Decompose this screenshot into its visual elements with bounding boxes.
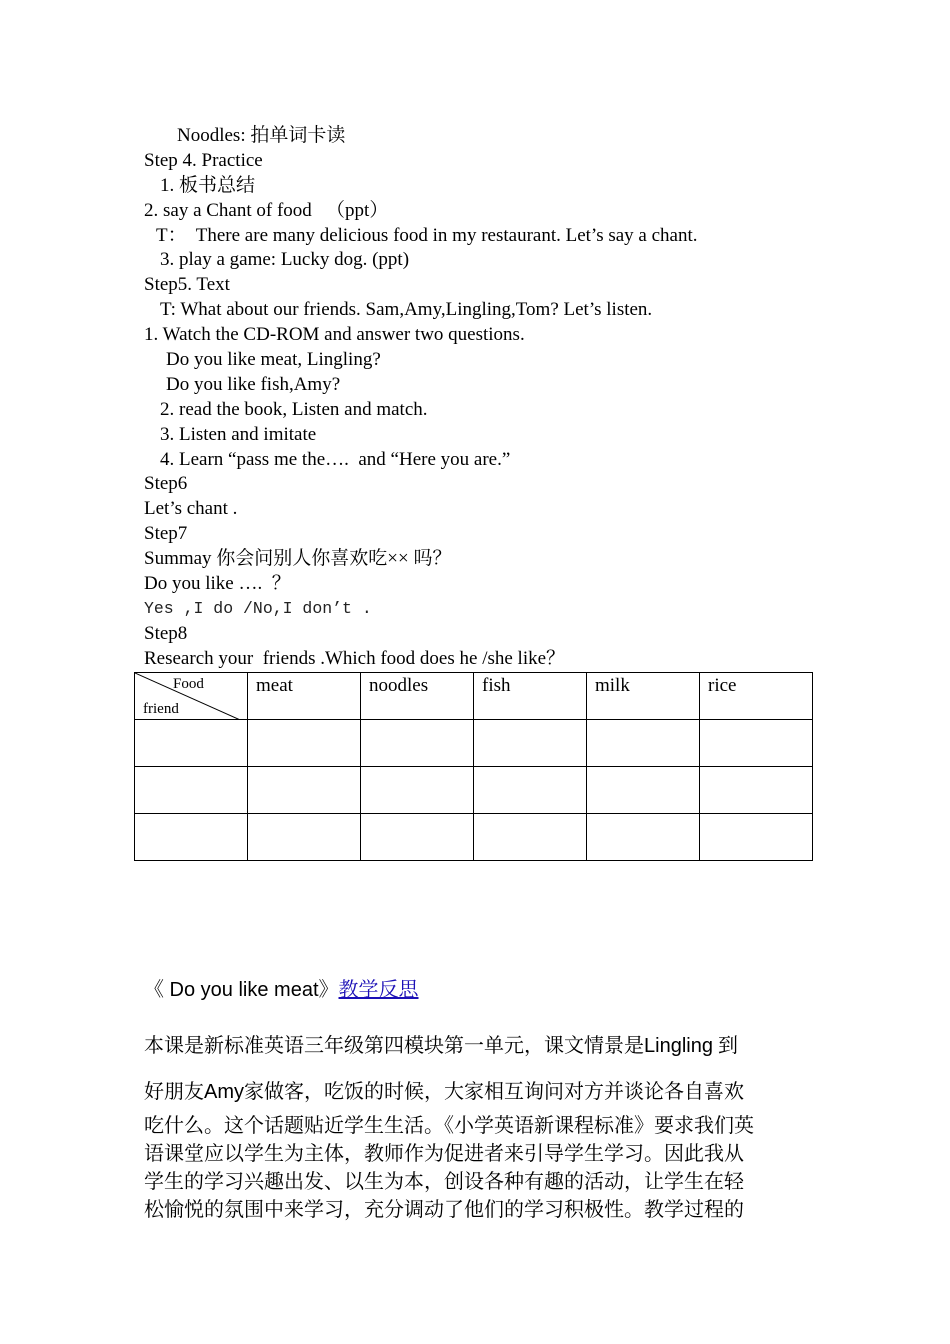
lesson-line: Do you like …. ？ [144,573,291,595]
table-cell [248,720,361,767]
reflection-title-link[interactable]: 教学反思 [338,979,419,1001]
table-corner-cell [135,673,248,720]
step-heading: Step7 [144,523,188,545]
corner-label-friend: friend [143,701,179,717]
lesson-line: 1. Watch the CD-ROM and answer two questions. [144,324,525,346]
paragraph-line: 松愉悦的氛围中来学习，充分调动了他们的学习积极性。教学过程的 [144,1199,744,1221]
step-heading: Step6 [144,473,188,495]
reflection-paragraph-2 [144,1112,810,1224]
lesson-line: Noodles: 拍单词卡读 [177,125,346,146]
lesson-line: 3. play a game: Lucky dog. (ppt) [160,249,410,271]
table-cell [361,720,474,767]
column-header: noodles [361,673,474,720]
step-heading: Step5. Text [144,274,230,296]
lesson-line: 2. read the book, Listen and match. [160,398,428,420]
lesson-line: Let’s chant . [144,498,238,520]
answer-line: Yes ,I do /No,I don’t . [144,598,372,618]
reflection-title [144,976,419,1004]
table-cell [587,814,700,861]
text-run: 好朋友 [144,1081,204,1103]
table-cell [587,767,700,814]
paragraph-line: 吃什么。这个话题贴近学生生活。《小学英语新课程标准》要求我们英 [144,1115,754,1137]
table-row [135,720,813,767]
text-run: 到 [712,1035,738,1057]
column-header: rice [700,673,813,720]
lesson-line: Summay 你会问别人你喜欢吃×× 吗？ [144,548,452,570]
table-cell [474,814,587,861]
column-header: meat [248,673,361,720]
table-row [135,767,813,814]
table-header-row [135,673,813,720]
table-cell [135,720,248,767]
table-cell [474,767,587,814]
table-cell [248,767,361,814]
paragraph-line: 语课堂应以学生为主体，教师作为促进者来引导学生学习。因此我从 [144,1143,744,1165]
lesson-line: 1. 板书总结 [160,174,256,196]
corner-label-food: Food [173,676,204,692]
table-cell [700,767,813,814]
table-row [135,814,813,861]
table-cell [587,720,700,767]
question-line: Do you like fish,Amy? [166,373,341,395]
table-cell [700,720,813,767]
table-cell [361,814,474,861]
text-run: Lingling [644,1035,713,1057]
paragraph-line [144,1026,810,1066]
step-heading: Step8 [144,622,188,644]
food-survey-table [134,672,813,861]
lesson-line: T： There are many delicious food in my restaurant. Let’s say a chant. [156,224,698,246]
table-cell [700,814,813,861]
text-run: 本课是新标准英语三年级第四模块第一单元，课文情景是 [144,1035,644,1057]
table-cell [474,720,587,767]
lesson-line: 4. Learn “pass me the…. and “Here you are.” [160,448,511,470]
lesson-line: T: What about our friends. Sam,Amy,Lingling,Tom? Let’s listen. [160,299,653,321]
lesson-line: 2. say a Chant of food （ppt） [144,199,389,221]
step-heading: Step 4. Practice [144,149,263,171]
paragraph-line: 学生的学习兴趣出发、以生为本，创设各种有趣的活动，让学生在轻 [144,1171,744,1193]
reflection-paragraph-1 [144,1026,810,1112]
lesson-line: 3. Listen and imitate [160,423,317,445]
lesson-plan-steps [144,124,844,672]
lesson-line: Research your friends .Which food does he /she like？ [144,647,566,669]
question-line: Do you like meat, Lingling? [166,349,381,371]
table-cell [248,814,361,861]
column-header: milk [587,673,700,720]
text-run: Amy [204,1081,244,1103]
column-header: fish [474,673,587,720]
text-run: 家做客，吃饭的时候，大家相互询问对方并谈论各自喜欢 [244,1081,744,1103]
table-cell [135,814,248,861]
paragraph-line [144,1072,810,1112]
table-cell [361,767,474,814]
table-cell [135,767,248,814]
reflection-title-text: 《 Do you like meat》 [144,979,339,1001]
